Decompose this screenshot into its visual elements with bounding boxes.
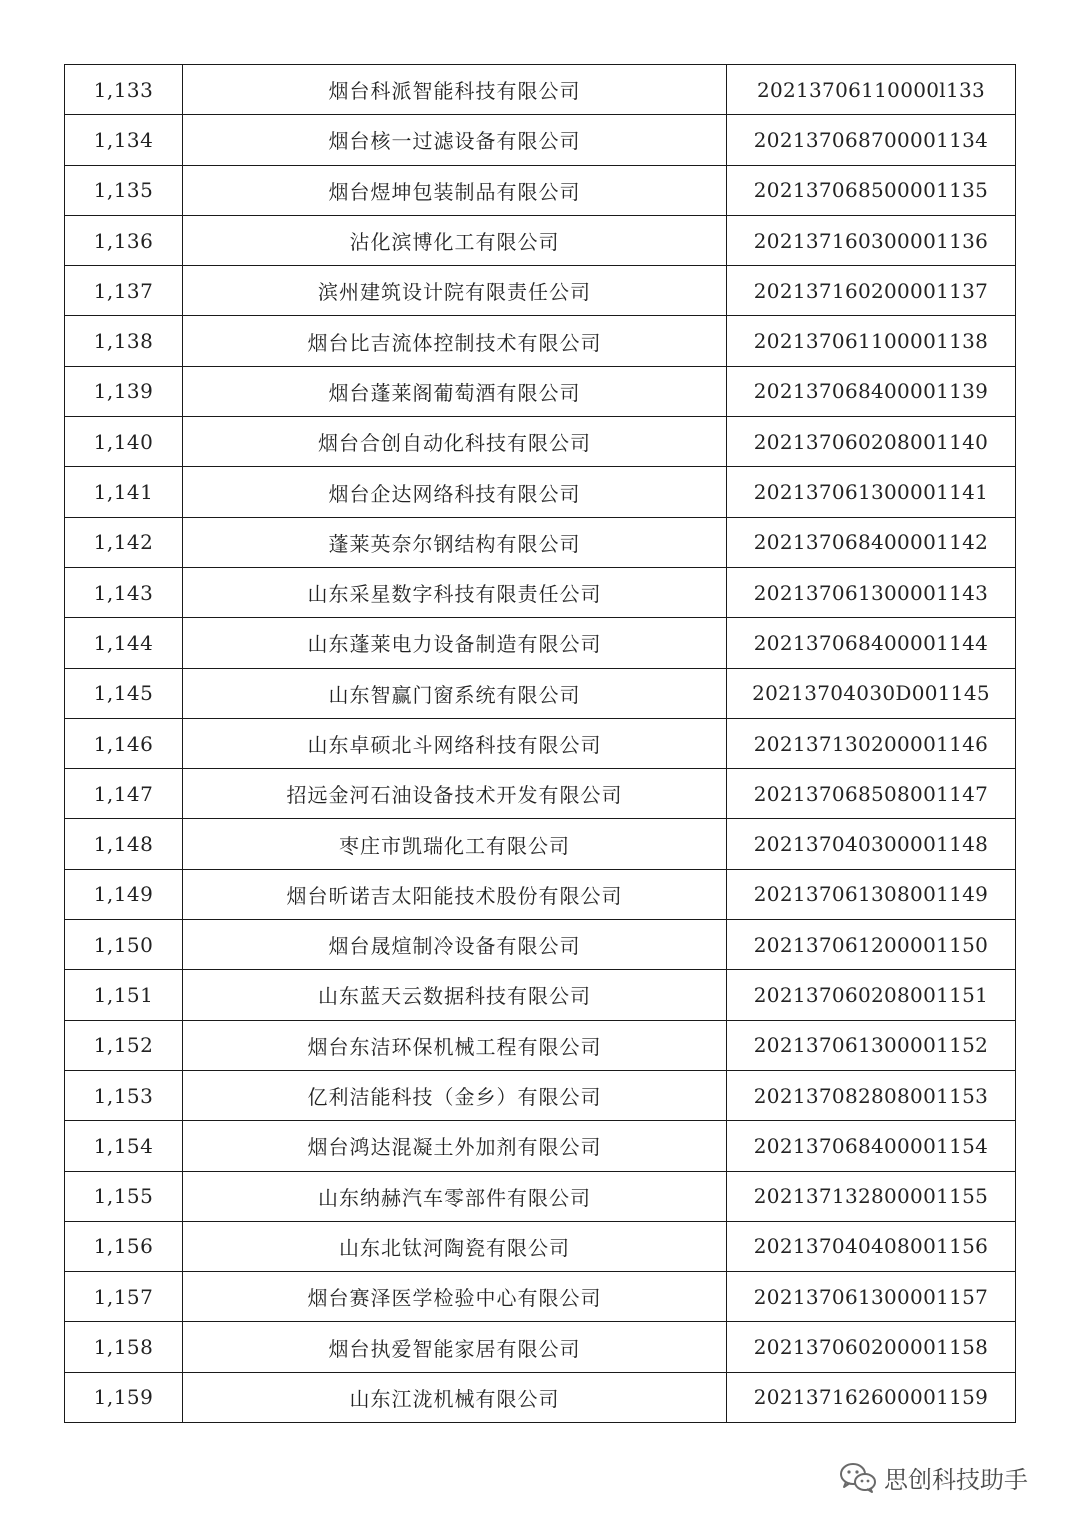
registration-code: 202137068400001142 [727,517,1016,567]
row-number: 1,145 [65,668,183,718]
company-name: 烟台煜坤包装制品有限公司 [183,165,727,215]
registration-code: 202137040300001148 [727,819,1016,869]
registration-code: 202137061300001157 [727,1272,1016,1322]
row-number: 1,139 [65,366,183,416]
row-number: 1,156 [65,1221,183,1271]
company-name: 山东纳赫汽车零部件有限公司 [183,1171,727,1221]
company-name: 烟台企达网络科技有限公司 [183,467,727,517]
row-number: 1,159 [65,1372,183,1422]
table-row [65,467,1016,517]
registration-code: 20213704030D001145 [727,668,1016,718]
registration-code: 202137162600001159 [727,1372,1016,1422]
watermark-text: 思创科技助手 [884,1466,1028,1494]
company-name: 烟台科派智能科技有限公司 [183,65,727,115]
company-name: 烟台合创自动化科技有限公司 [183,417,727,467]
wechat-icon [838,1461,878,1495]
company-name: 烟台执爱智能家居有限公司 [183,1322,727,1372]
table-row [65,970,1016,1020]
company-name: 蓬莱英奈尔钢结构有限公司 [183,517,727,567]
table-row [65,215,1016,265]
registration-code: 202137068400001139 [727,366,1016,416]
table-row [65,1322,1016,1372]
table-row [65,1020,1016,1070]
row-number: 1,146 [65,718,183,768]
registration-code: 202137061300001141 [727,467,1016,517]
row-number: 1,150 [65,920,183,970]
table-row [65,920,1016,970]
registration-code: 202137082808001153 [727,1070,1016,1120]
row-number: 1,140 [65,417,183,467]
table-row [65,618,1016,668]
table-row [65,165,1016,215]
company-name: 山东采星数字科技有限责任公司 [183,567,727,617]
row-number: 1,138 [65,316,183,366]
table-row [65,718,1016,768]
company-name: 山东蓝天云数据科技有限公司 [183,970,727,1020]
table-row [65,567,1016,617]
row-number: 1,142 [65,517,183,567]
company-name: 招远金河石油设备技术开发有限公司 [183,769,727,819]
row-number: 1,137 [65,266,183,316]
registration-code: 202137068500001135 [727,165,1016,215]
registration-code: 202137068400001144 [727,618,1016,668]
registration-code: 202137061300001143 [727,567,1016,617]
company-name: 烟台蓬莱阁葡萄酒有限公司 [183,366,727,416]
company-list-body [65,65,1016,1423]
table-row [65,1121,1016,1171]
registration-code: 202137061308001149 [727,869,1016,919]
table-row [65,517,1016,567]
table-row [65,316,1016,366]
table-row [65,819,1016,869]
source-watermark [838,1460,1028,1495]
company-name: 山东智赢门窗系统有限公司 [183,668,727,718]
company-name: 烟台东洁环保机械工程有限公司 [183,1020,727,1070]
table-row [65,869,1016,919]
row-number: 1,136 [65,215,183,265]
registration-code: 202137130200001146 [727,718,1016,768]
row-number: 1,147 [65,769,183,819]
company-name: 沾化滨博化工有限公司 [183,215,727,265]
registration-code: 202137061200001150 [727,920,1016,970]
row-number: 1,148 [65,819,183,869]
registration-code: 202137068508001147 [727,769,1016,819]
row-number: 1,141 [65,467,183,517]
table-row [65,266,1016,316]
table-row [65,1372,1016,1422]
registration-code: 202137160200001137 [727,266,1016,316]
row-number: 1,155 [65,1171,183,1221]
company-name: 枣庄市凯瑞化工有限公司 [183,819,727,869]
row-number: 1,151 [65,970,183,1020]
company-name: 烟台昕诺吉太阳能技术股份有限公司 [183,869,727,919]
registration-code: 202137160300001136 [727,215,1016,265]
row-number: 1,157 [65,1272,183,1322]
row-number: 1,144 [65,618,183,668]
registration-code: 202137040408001156 [727,1221,1016,1271]
registration-code: 202137132800001155 [727,1171,1016,1221]
table-row [65,668,1016,718]
company-list-table [64,64,1016,1423]
row-number: 1,149 [65,869,183,919]
company-name: 烟台比吉流体控制技术有限公司 [183,316,727,366]
registration-code: 202137060200001158 [727,1322,1016,1372]
company-name: 山东卓硕北斗网络科技有限公司 [183,718,727,768]
row-number: 1,158 [65,1322,183,1372]
registration-code: 202137061300001152 [727,1020,1016,1070]
company-name: 山东江泷机械有限公司 [183,1372,727,1422]
row-number: 1,154 [65,1121,183,1171]
row-number: 1,152 [65,1020,183,1070]
table-row [65,1272,1016,1322]
row-number: 1,143 [65,567,183,617]
table-row [65,1221,1016,1271]
table-row [65,1171,1016,1221]
company-name: 亿利洁能科技（金乡）有限公司 [183,1070,727,1120]
registration-code: 202137068700001134 [727,115,1016,165]
company-name: 烟台赛泽医学检验中心有限公司 [183,1272,727,1322]
table-row [65,417,1016,467]
company-name: 烟台晟煊制冷设备有限公司 [183,920,727,970]
registration-code: 202137068400001154 [727,1121,1016,1171]
row-number: 1,135 [65,165,183,215]
table-row [65,366,1016,416]
company-name: 烟台鸿达混凝土外加剂有限公司 [183,1121,727,1171]
company-name: 烟台核一过滤设备有限公司 [183,115,727,165]
row-number: 1,134 [65,115,183,165]
registration-code: 202137060208001140 [727,417,1016,467]
table-row [65,769,1016,819]
company-name: 山东蓬莱电力设备制造有限公司 [183,618,727,668]
registration-code: 202137061100001138 [727,316,1016,366]
table-row [65,115,1016,165]
company-name: 山东北钛河陶瓷有限公司 [183,1221,727,1271]
registration-code: 202137060208001151 [727,970,1016,1020]
row-number: 1,133 [65,65,183,115]
company-name: 滨州建筑设计院有限责任公司 [183,266,727,316]
table-row [65,65,1016,115]
row-number: 1,153 [65,1070,183,1120]
registration-code: 20213706110000l133 [727,65,1016,115]
table-row [65,1070,1016,1120]
